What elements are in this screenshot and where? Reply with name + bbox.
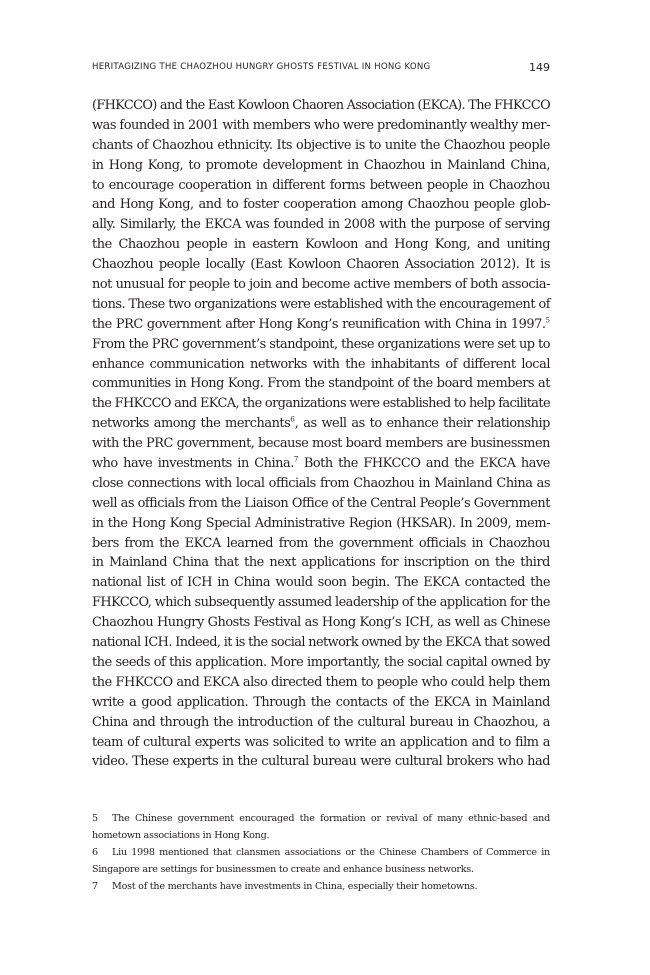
footnote-ref-6[interactable]: 6: [290, 415, 295, 424]
body-line: FHKCCO, which subsequently assumed leadership of the application for the: [92, 595, 550, 611]
body-line: in Hong Kong, to promote development in Chaozhou in Mainland China,: [92, 157, 550, 173]
footnote-line: 5 The Chinese government encouraged the formation or revival of many ethnic-based and: [92, 810, 550, 827]
body-line: well as officials from the Liaison Office of the Central People’s Government: [92, 495, 550, 511]
page-number: 149: [529, 61, 550, 74]
footnote-5: [92, 810, 550, 844]
body-line: the FHKCCO and EKCA also directed them to people who could help them: [92, 674, 550, 690]
body-line: with the PRC government, because most board members are businessmen: [92, 436, 550, 452]
body-line: networks among the merchants$^6$, as well as to enhance their relationship: [92, 415, 550, 432]
body-line: the PRC government after Hong Kong’s reunification with China in 1997.$^5$: [92, 316, 550, 332]
footnote-6: [92, 844, 550, 878]
footnote-number: 7: [92, 881, 98, 892]
body-line: tions. These two organizations were established with the encouragement of: [92, 296, 550, 312]
body-line: not unusual for people to join and become active members of both associa-: [92, 277, 550, 293]
body-line: national list of ICH in China would soon begin. The EKCA contacted the: [92, 575, 550, 591]
footnote-line: 6 Liu 1998 mentioned that clansmen associations or the Chinese Chambers of Commerce in: [92, 844, 550, 861]
running-title: HERITAGIZING THE CHAOZHOU HUNGRY GHOSTS FESTIVAL IN HONG KONG: [92, 62, 431, 72]
footnote-line: hometown associations in Hong Kong.: [92, 830, 270, 841]
body-line: close connections with local officials from Chaozhou in Mainland China as: [92, 475, 550, 491]
footnote-line: 7 Most of the merchants have investments in China, especially their hometowns.: [92, 878, 550, 895]
body-line: team of cultural experts was solicited to write an application and to film a: [92, 734, 550, 750]
body-line: (FHKCCO) and the East Kowloon Chaoren Association (EKCA). The FHKCCO: [92, 98, 550, 113]
body-line: the FHKCCO and EKCA, the organizations were established to help facilitate: [92, 396, 550, 412]
footnote-7: [92, 878, 550, 895]
footnote-number: 6: [92, 847, 98, 858]
body-line: and Hong Kong, and to foster cooperation among Chaozhou people glob-: [92, 197, 550, 213]
body-line: bers from the EKCA learned from the government officials in Chaozhou: [92, 535, 550, 551]
body-line: write a good application. Through the contacts of the EKCA in Mainland: [92, 694, 550, 710]
running-head: [92, 62, 550, 78]
body-line: in Mainland China that the next applications for inscription on the third: [92, 555, 550, 571]
body-line: the seeds of this application. More importantly, the social capital owned by: [92, 654, 550, 670]
footnote-number: 5: [92, 813, 98, 824]
body-line: in the Hong Kong Special Administrative Region (HKSAR). In 2009, mem-: [92, 515, 550, 531]
footnote-ref-5[interactable]: 5: [545, 316, 550, 325]
body-line: was founded in 2001 with members who were predominantly wealthy mer-: [92, 117, 550, 133]
body-line: video. These experts in the cultural bureau were cultural brokers who had: [92, 754, 550, 770]
body-line: Chaozhou people locally (East Kowloon Chaoren Association 2012). It is: [92, 257, 550, 273]
footnotes: [92, 810, 550, 895]
body-line: enhance communication networks with the inhabitants of different local: [92, 356, 550, 372]
body-line: who have investments in China.$^7$ Both the FHKCCO and the EKCA have: [92, 455, 550, 472]
body-line: communities in Hong Kong. From the standpoint of the board members at: [92, 376, 550, 392]
footnote-ref-7[interactable]: 7: [293, 455, 299, 464]
body-line: ally. Similarly, the EKCA was founded in 2008 with the purpose of serving: [92, 217, 550, 233]
body-line: chants of Chaozhou ethnicity. Its objective is to unite the Chaozhou people: [92, 137, 550, 153]
footnote-line: Singapore are settings for businessmen to create and enhance business networks.: [92, 864, 474, 875]
body-line: Chaozhou Hungry Ghosts Festival as Hong Kong’s ICH, as well as Chinese: [92, 615, 550, 631]
body-line: From the PRC government’s standpoint, these organizations were set up to: [92, 336, 550, 352]
body-text: [92, 96, 550, 772]
body-line: to encourage cooperation in different forms between people in Chaozhou: [92, 177, 550, 193]
body-line: China and through the introduction of the cultural bureau in Chaozhou, a: [92, 714, 550, 730]
body-line: the Chaozhou people in eastern Kowloon and Hong Kong, and uniting: [92, 237, 550, 253]
body-line: national ICH. Indeed, it is the social network owned by the EKCA that sowed: [92, 635, 550, 651]
